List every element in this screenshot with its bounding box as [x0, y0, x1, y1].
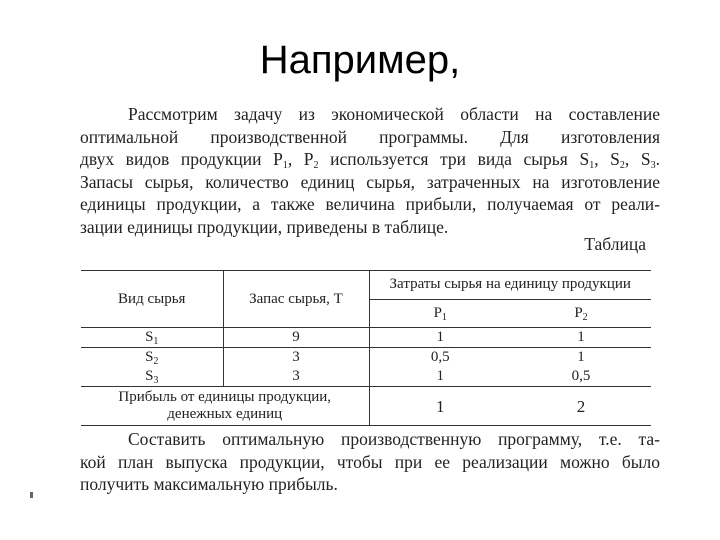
task-line: Составить оптимальную производственную программу, т.е. та-	[128, 429, 660, 449]
table-row	[81, 367, 651, 387]
task-statement	[80, 428, 660, 496]
row-cost-p2: 0,5	[571, 368, 591, 384]
table-profit-row	[81, 387, 651, 426]
row-stock: 3	[223, 367, 369, 387]
problem-statement	[80, 103, 660, 238]
header-raw-material: Вид сырья	[81, 271, 223, 328]
header-product-p2: $P_2$	[511, 299, 651, 328]
profit-label: Прибыль от единицы продукции, денежных единиц	[81, 387, 369, 426]
header-costs: Затраты сырья на единицу продукции	[369, 271, 651, 300]
slide-marker	[30, 492, 33, 498]
row-material: $S_1$	[81, 328, 223, 348]
table-header-row	[81, 271, 651, 300]
profit-p1: 1	[369, 387, 511, 426]
statement-line: двух видов продукции $P_1$, $P_2$ используется три вида сырья $S_1$, $S_2$, $S_3$.	[80, 149, 661, 171]
row-cost-p1: 0,5	[369, 348, 511, 368]
header-stock: Запас сырья, Т	[223, 271, 369, 328]
header-product-p1: $P_1$	[369, 299, 511, 328]
statement-line: Рассмотрим задачу из экономической области на составление	[128, 104, 660, 124]
row-material: $S_2$	[81, 348, 223, 368]
slide-title: Например,	[259, 38, 461, 82]
statement-line: оптимальной производственной программы. Для изготовления	[80, 126, 660, 147]
row-stock: 9	[223, 328, 369, 348]
row-cost-p1: 1	[436, 329, 444, 345]
table-row	[81, 328, 651, 348]
statement-line: единицы продукции, а также величина прибыли, получаемая от реали-	[80, 194, 660, 214]
row-stock: 3	[223, 348, 369, 368]
task-line: получить максимальную прибыль.	[80, 474, 338, 494]
row-cost-p2: 1	[577, 329, 585, 345]
row-cost-p1: 1	[436, 368, 444, 384]
statement-line: Запасы сырья, количество единиц сырья, затраченных на изготовление	[80, 171, 660, 192]
row-cost-p2: 1	[511, 348, 651, 368]
statement-line: зации единицы продукции, приведены в таблице.	[80, 216, 449, 237]
profit-p2: 2	[511, 387, 651, 426]
table-caption: Таблица	[584, 234, 646, 254]
row-material: $S_3$	[81, 367, 223, 387]
table-row	[81, 348, 651, 368]
task-line: кой план выпуска продукции, чтобы при ее реализации можно было	[80, 451, 660, 472]
resource-table	[81, 270, 651, 426]
